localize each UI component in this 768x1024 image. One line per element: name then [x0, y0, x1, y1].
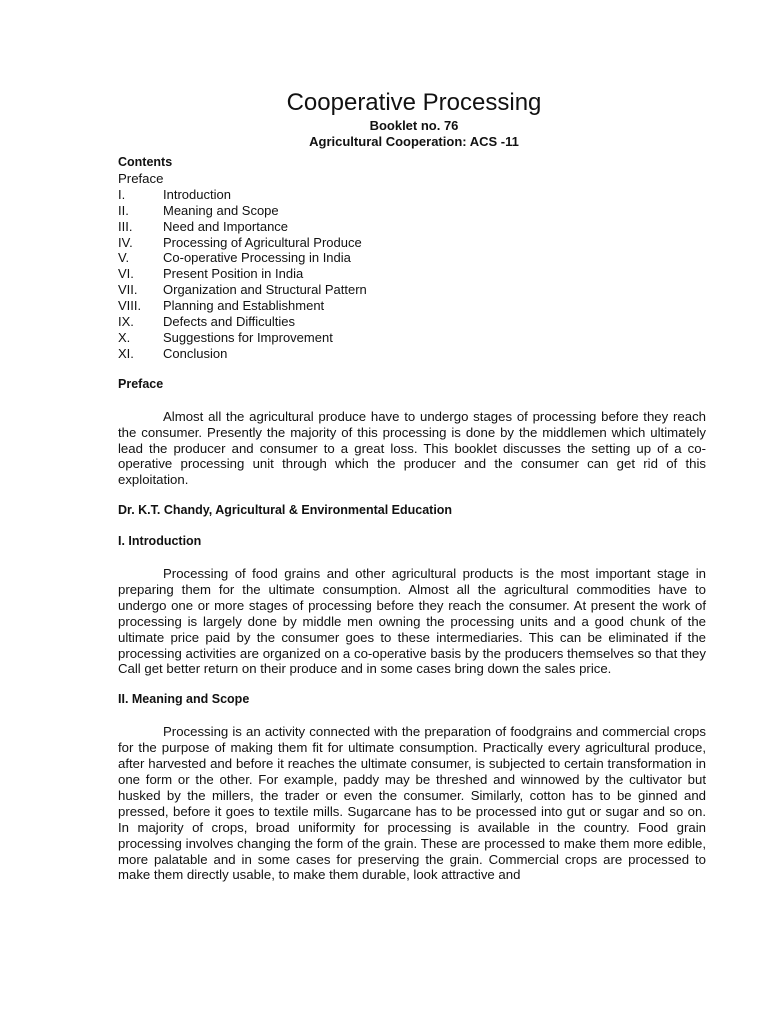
toc-label: Meaning and Scope [163, 202, 279, 218]
toc-number: X. [118, 329, 131, 345]
toc-label: Need and Importance [163, 218, 289, 234]
toc-label: Introduction [163, 186, 231, 202]
toc-entry [118, 266, 706, 282]
document-title: Cooperative Processing [286, 89, 542, 116]
preface-heading: Preface [118, 376, 164, 391]
document-page [118, 88, 706, 883]
toc-number: VIII. [118, 298, 142, 314]
toc-label: Defects and Difficulties [163, 314, 295, 330]
toc-label: Present Position in India [163, 266, 304, 282]
contents-preface-entry: Preface [118, 170, 164, 186]
contents-heading: Contents [118, 155, 173, 169]
toc-entry [118, 203, 706, 219]
toc-entry [118, 187, 706, 203]
toc-number: IX. [118, 314, 134, 330]
toc-label: Suggestions for Improvement [163, 329, 333, 345]
author-line: Dr. K.T. Chandy, Agricultural & Environmental Education [118, 503, 453, 518]
preface-paragraph: Almost all the agricultural produce have to undergo stages of processing before they reach the consumer. Presently the majority of this processing is done by the middlemen which ultimately lead the producer and consumer to a great loss. This booklet discusses the setting up of a co-operative processing unit through which the producer and the consumer can get rid of this exploitation. [118, 408, 706, 488]
toc-number: II. [118, 202, 129, 218]
toc-entry [118, 330, 706, 346]
toc-label: Conclusion [163, 345, 228, 361]
toc-number: IV. [118, 234, 133, 250]
table-of-contents [118, 187, 706, 362]
toc-number: V. [118, 250, 130, 266]
toc-number: I. [118, 186, 126, 202]
toc-entry [118, 250, 706, 266]
toc-entry [118, 235, 706, 251]
toc-label: Planning and Establishment [163, 298, 325, 314]
toc-number: III. [118, 218, 133, 234]
introduction-paragraph: Processing of food grains and other agricultural products is the most important stage in preparing them for the ultimate consumption. Almost all the agricultural commodities have to undergo one or more stages of processing before they reach the consumer. At present the work of processing is largely done by middle men owning the processing units and a good chunk of the ultimate price paid by the consumer goes to these intermediaries. This can be eliminated if the processing activities are organized on a co-operative basis by the producers themselves so that they Call get better return on their produce and in some cases bring down the sales price. [118, 566, 706, 677]
toc-entry [118, 298, 706, 314]
toc-number: VI. [118, 266, 134, 282]
toc-entry [118, 346, 706, 362]
booklet-number: Booklet no. 76 [369, 118, 459, 133]
meaning-scope-paragraph: Processing is an activity connected with the preparation of foodgrains and commercial crops for the purpose of making them fit for ultimate consumption. Practically every agricultural produce, after harvested and before it reaches the ultimate consumer, is subjected to certain transformation in one form or the other. For example, paddy may be threshed and winnowed by the cultivator but husked by the millers, the trader or even the consumer. Similarly, cotton has to be ginned and pressed, before it goes to textile mills. Sugarcane has to be processed into gut or sugar and so on. In majority of crops, broad uniformity for processing is available in the country. Food grain processing involves changing the form of the grain. These are processed to make them more edible, more palatable and in some cases for preserving the grain. Commercial crops are processed to make them directly usable, to make them durable, look attractive and [118, 724, 706, 883]
meaning-scope-heading: II. Meaning and Scope [118, 692, 250, 707]
toc-label: Co-operative Processing in India [163, 250, 351, 266]
toc-entry [118, 219, 706, 235]
toc-number: VII. [118, 282, 138, 298]
series-label: Agricultural Cooperation: ACS -11 [309, 133, 519, 149]
toc-label: Organization and Structural Pattern [163, 282, 367, 298]
toc-entry [118, 314, 706, 330]
introduction-heading: I. Introduction [118, 534, 202, 549]
toc-label: Processing of Agricultural Produce [163, 234, 362, 250]
toc-number: XI. [118, 345, 134, 361]
toc-entry [118, 282, 706, 298]
